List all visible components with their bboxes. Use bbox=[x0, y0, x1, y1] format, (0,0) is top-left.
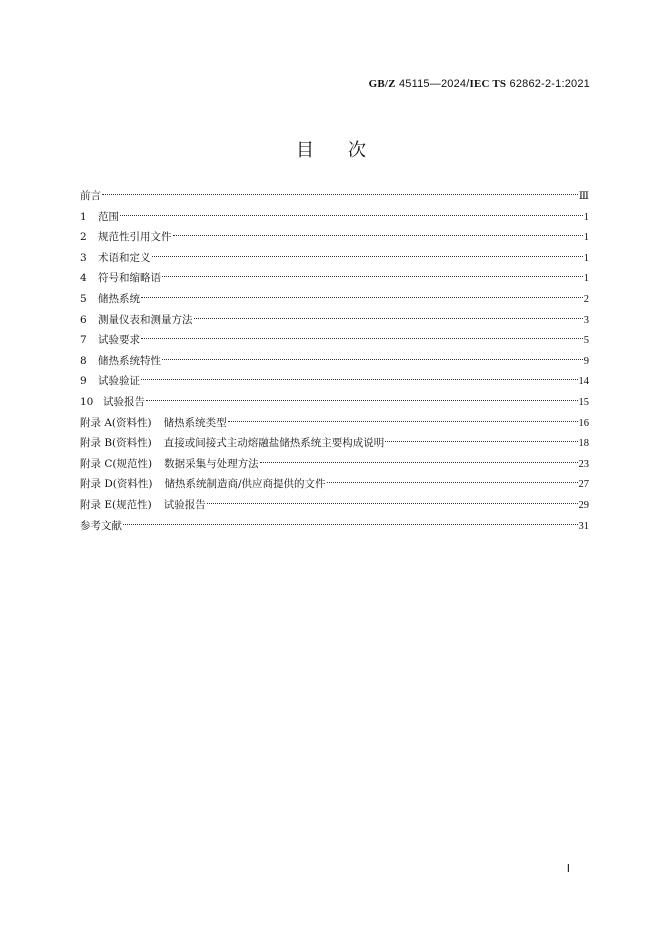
toc-entry-label: 储热系统特性 bbox=[98, 354, 161, 367]
toc-entry-label: 试验验证 bbox=[98, 375, 140, 388]
toc-entry-number: 4 bbox=[80, 272, 87, 285]
dot-leader bbox=[194, 318, 583, 319]
iec-number: 62862-2-1:2021 bbox=[506, 78, 590, 90]
toc-entry-2[interactable] bbox=[80, 227, 589, 248]
toc-entry-10[interactable] bbox=[80, 392, 589, 413]
dot-leader bbox=[152, 256, 583, 257]
dot-leader bbox=[123, 524, 578, 525]
toc-entry-page: 5 bbox=[583, 335, 589, 347]
dot-leader bbox=[228, 421, 578, 422]
toc-entry-annex-prefix: 附录 A(资料性) bbox=[80, 416, 152, 429]
toc-entry-page: 29 bbox=[578, 499, 589, 511]
toc-entry-page: 3 bbox=[583, 314, 589, 326]
dot-leader bbox=[162, 359, 583, 360]
toc-entry-number: 10 bbox=[80, 395, 94, 408]
dot-leader bbox=[173, 235, 583, 236]
page-title: 目次 bbox=[296, 140, 400, 161]
toc-entry-number: 8 bbox=[80, 354, 87, 367]
toc-entry-page: 1 bbox=[583, 232, 589, 244]
toc-entry-annex-e[interactable] bbox=[80, 495, 589, 516]
dot-leader bbox=[207, 503, 578, 504]
toc-entry-4[interactable] bbox=[80, 268, 589, 289]
iec-prefix: IEC TS bbox=[469, 78, 507, 90]
standard-number: 45115—2024/ bbox=[395, 78, 470, 90]
toc-entry-number: 9 bbox=[80, 375, 87, 388]
toc-entry-label: 数据采集与处理方法 bbox=[164, 457, 259, 470]
dot-leader bbox=[260, 462, 578, 463]
document-code bbox=[369, 78, 590, 90]
toc-entry-page: 1 bbox=[583, 211, 589, 223]
toc-entry-number: 5 bbox=[80, 292, 87, 305]
toc-entry-label: 符号和缩略语 bbox=[98, 272, 161, 285]
toc-entry-annex-b[interactable] bbox=[80, 433, 589, 454]
toc-entry-label: 测量仪表和测量方法 bbox=[98, 313, 193, 326]
toc-entry-label: 储热系统类型 bbox=[163, 416, 227, 429]
toc-entry-annex-d[interactable] bbox=[80, 474, 589, 495]
toc-entry-number: 1 bbox=[80, 210, 87, 223]
toc-entry-label: 试验要求 bbox=[98, 334, 140, 347]
dot-leader bbox=[141, 297, 583, 298]
toc-entry-page: 18 bbox=[578, 438, 589, 450]
table-of-contents bbox=[80, 186, 589, 536]
toc-entry-number: 6 bbox=[80, 313, 87, 326]
standard-prefix: GB/Z bbox=[368, 78, 396, 90]
toc-entry-annex-prefix: 附录 E(规范性) bbox=[80, 498, 152, 511]
toc-entry-annex-prefix: 附录 D(资料性) bbox=[80, 478, 153, 491]
toc-entry-label: 直接或间接式主动熔融盐储热系统主要构成说明 bbox=[163, 437, 385, 450]
toc-entry-6[interactable] bbox=[80, 310, 589, 331]
toc-entry-annex-c[interactable] bbox=[80, 454, 589, 475]
dot-leader bbox=[162, 276, 583, 277]
toc-entry-label: 试验报告 bbox=[163, 498, 206, 511]
toc-entry-3[interactable] bbox=[80, 248, 589, 269]
toc-entry-label: 规范性引用文件 bbox=[98, 231, 172, 244]
toc-entry-label: 储热系统 bbox=[98, 292, 140, 305]
toc-entry-label: 术语和定义 bbox=[98, 251, 151, 264]
toc-entry-foreword[interactable] bbox=[80, 186, 589, 207]
toc-entry-7[interactable] bbox=[80, 330, 589, 351]
toc-entry-page: 16 bbox=[578, 417, 589, 429]
toc-entry-label: 参考文献 bbox=[80, 519, 122, 532]
toc-entry-references[interactable] bbox=[80, 516, 589, 537]
toc-entry-label: 试验报告 bbox=[103, 395, 145, 408]
dot-leader bbox=[141, 338, 583, 339]
toc-entry-page: 27 bbox=[578, 479, 589, 491]
toc-entry-5[interactable] bbox=[80, 289, 589, 310]
toc-entry-annex-prefix: 附录 C(规范性) bbox=[80, 457, 153, 470]
toc-entry-9[interactable] bbox=[80, 371, 589, 392]
toc-entry-annex-a[interactable] bbox=[80, 413, 589, 434]
toc-entry-1[interactable] bbox=[80, 207, 589, 228]
dot-leader bbox=[141, 379, 578, 380]
toc-entry-page: 15 bbox=[578, 396, 589, 408]
dot-leader bbox=[385, 441, 577, 442]
toc-entry-number: 3 bbox=[80, 251, 87, 264]
toc-entry-8[interactable] bbox=[80, 351, 589, 372]
toc-entry-page: 31 bbox=[578, 520, 589, 532]
toc-entry-page: 14 bbox=[578, 376, 589, 388]
toc-entry-page: 1 bbox=[583, 252, 589, 264]
toc-entry-page: Ⅲ bbox=[578, 191, 589, 202]
toc-entry-label: 储热系统制造商/供应商提供的文件 bbox=[164, 478, 326, 491]
dot-leader bbox=[146, 400, 578, 401]
dot-leader bbox=[120, 215, 583, 216]
toc-entry-page: 23 bbox=[578, 458, 589, 470]
toc-entry-annex-prefix: 附录 B(资料性) bbox=[80, 437, 152, 450]
toc-entry-number: 2 bbox=[80, 231, 87, 244]
page-number: Ⅰ bbox=[566, 863, 570, 875]
toc-entry-label: 范围 bbox=[98, 210, 119, 223]
toc-entry-label: 前言 bbox=[80, 190, 101, 202]
toc-entry-number: 7 bbox=[80, 334, 87, 347]
toc-entry-page: 1 bbox=[583, 273, 589, 285]
toc-entry-page: 2 bbox=[583, 293, 589, 305]
dot-leader bbox=[102, 194, 578, 195]
toc-entry-page: 9 bbox=[583, 355, 589, 367]
dot-leader bbox=[327, 482, 578, 483]
